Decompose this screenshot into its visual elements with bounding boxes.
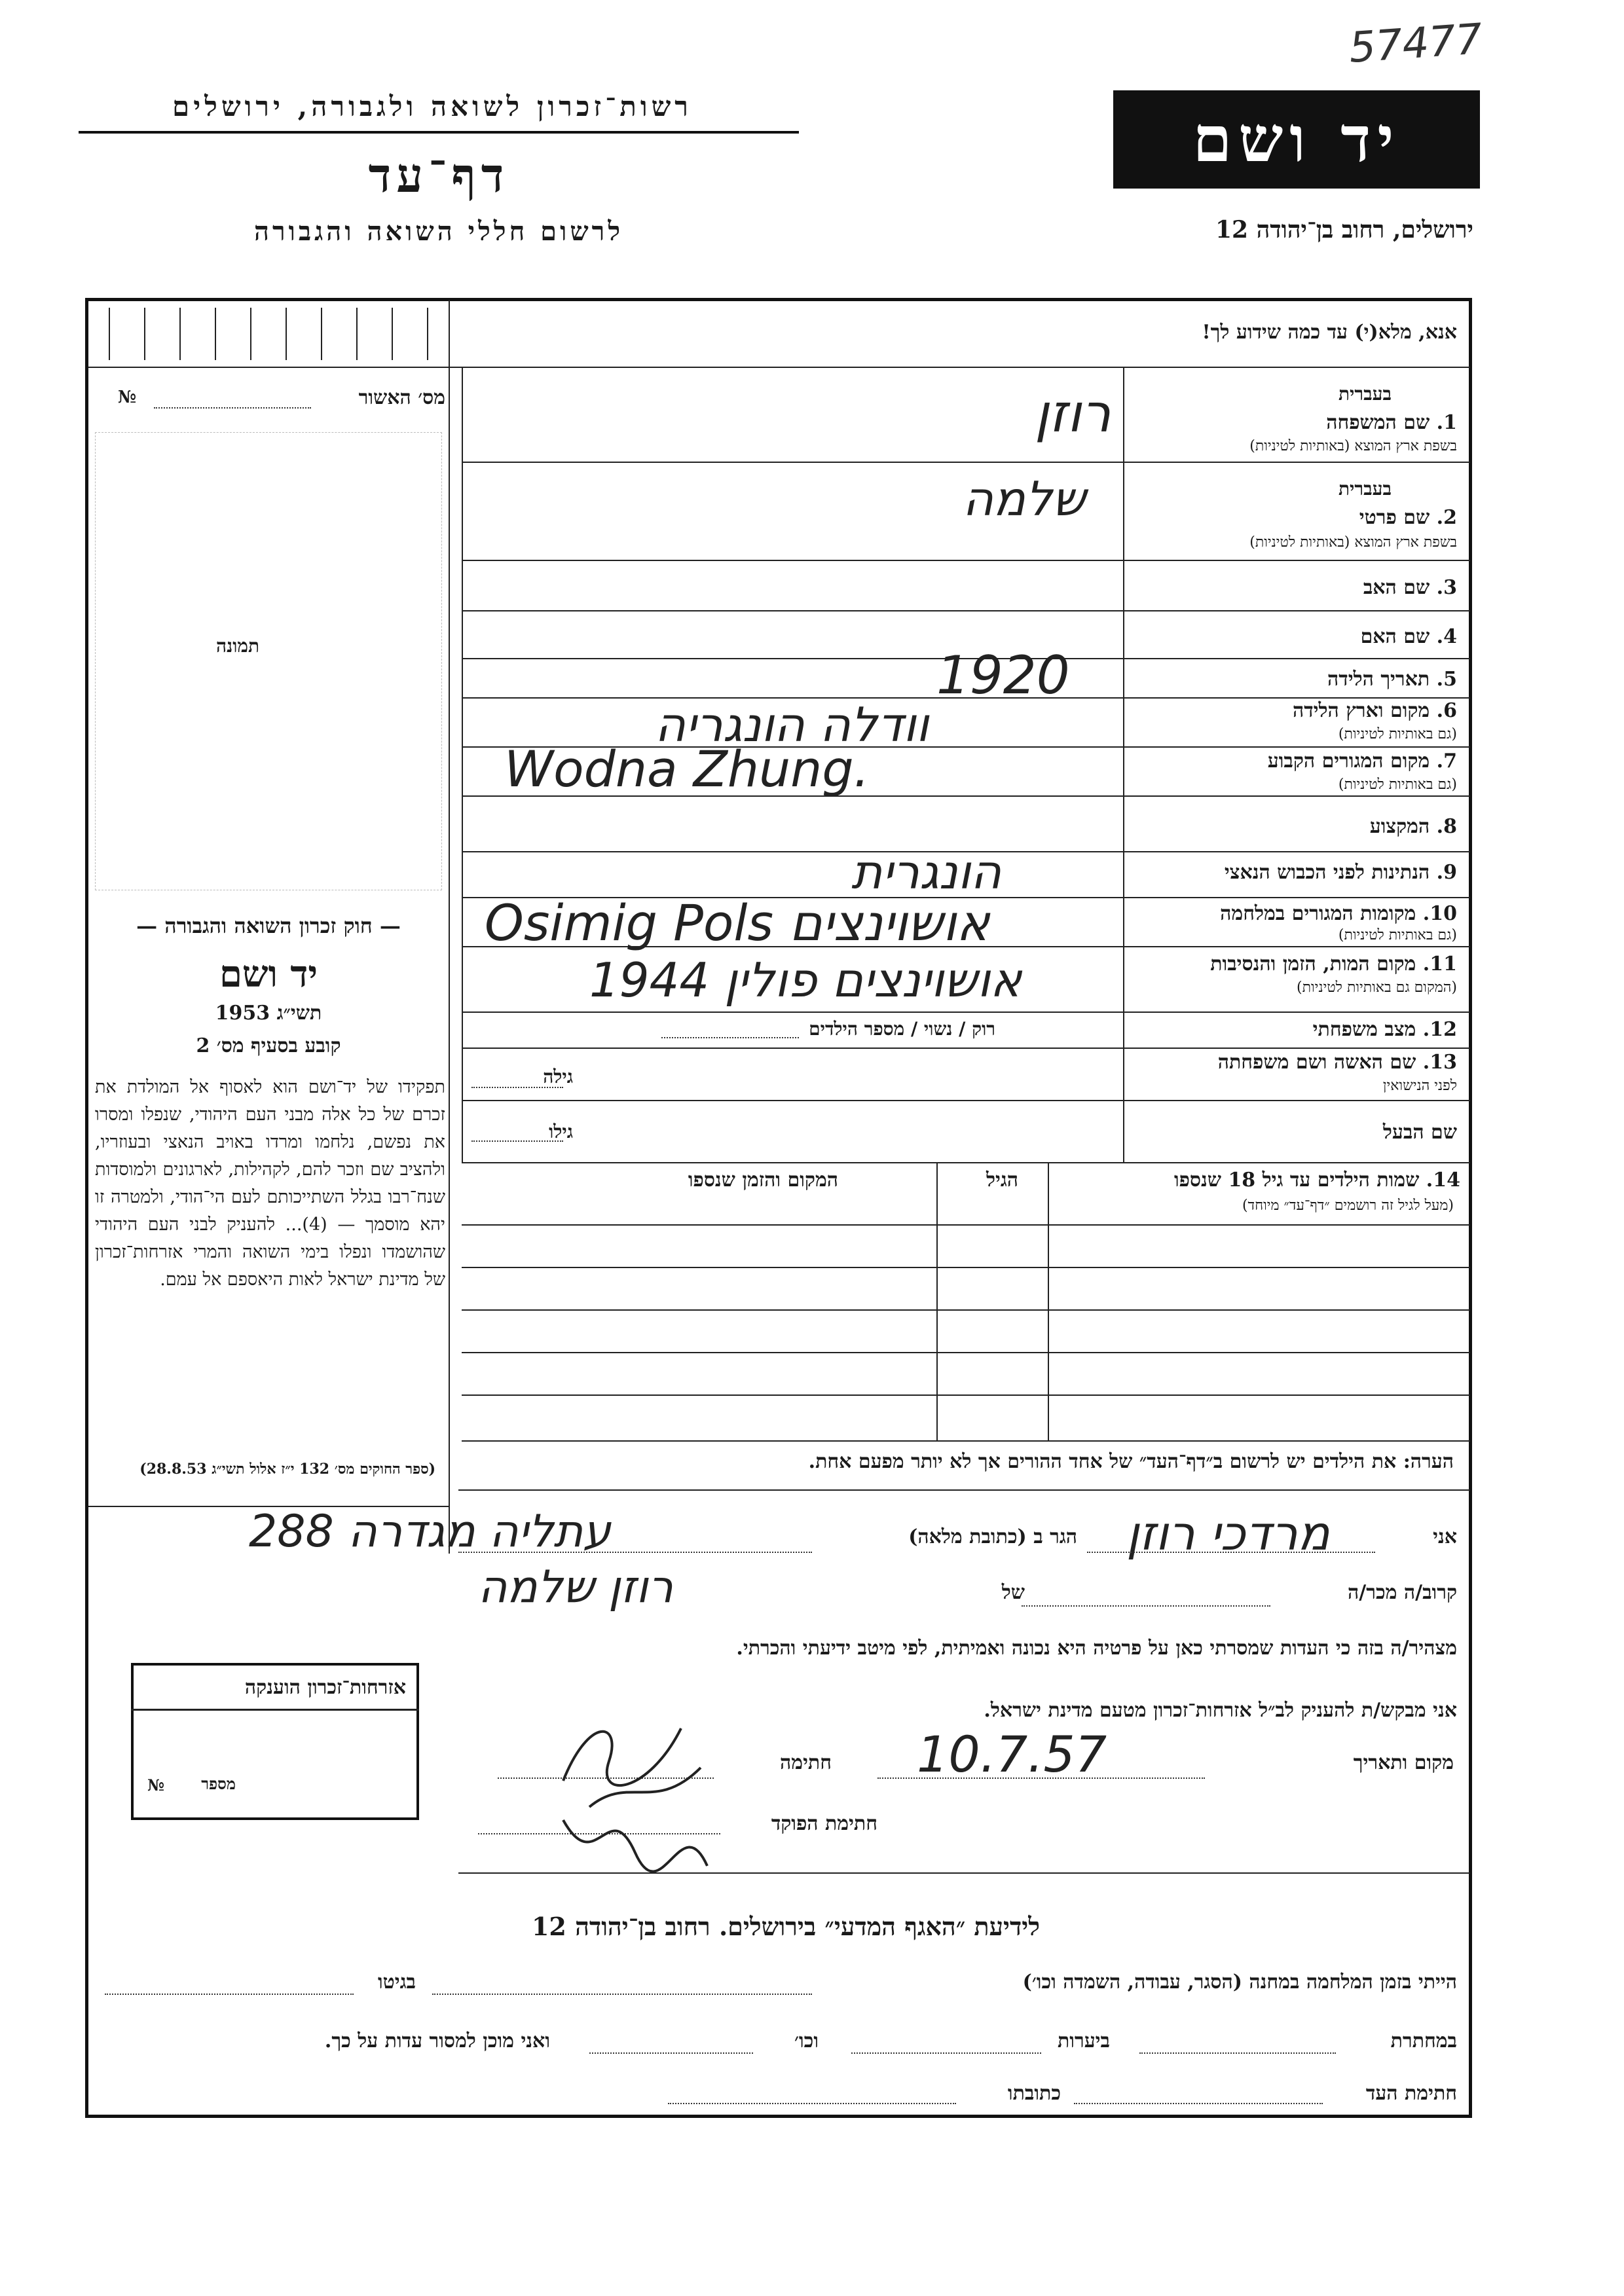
witness-sig-input[interactable] [1074,2103,1323,2104]
field-13-label [1143,1051,1457,1074]
law-year: תשי״ג 1953 [215,1002,322,1025]
row-rule [462,1011,1470,1013]
field-3-text: שם האב [1363,576,1430,599]
field-6-sub: (גם באותיות לטיניות) [1338,726,1457,742]
field-2-sub: בשפת ארץ המוצא (באותיות לטיניות) [1249,534,1457,551]
page-title: דף־עד [368,147,509,203]
law-title: — חוק זכרון השואה והגבורה — [136,913,401,938]
field-3-label [1162,576,1457,599]
field-2-text: שם פרטי [1359,506,1430,529]
law-clause: קובע בסעיף מס׳ 2 [196,1034,341,1057]
field-11-label [1143,953,1457,975]
row-rule [462,560,1470,561]
testimony-offer: ואני מוכן למסור עדות על כך. [324,2030,550,2052]
row-rule [462,1100,1470,1101]
approval-boxes [92,308,445,360]
field-11-text: מקום המות, הזמן והנסיבות [1210,953,1416,975]
law-reference: (ספר החוקים מס׳ 132 י״ז אלול תשי״ג 28.8.53) [139,1461,435,1478]
field-8-label [1162,815,1457,838]
row-rule [462,1048,1470,1049]
place-date-line [877,1777,1205,1779]
children-col-names: שמות הילדים עד גיל 18 שנספו [1173,1169,1420,1192]
header-rule [79,131,799,134]
husband-age-label: גילו [549,1121,573,1142]
approval-number-sign: № [118,388,137,407]
field-9-value[interactable]: הונגרית [851,845,1002,900]
relation-input[interactable] [1022,1605,1270,1607]
ghetto-input[interactable] [105,1994,354,1995]
field-2-hebrew-label: בעברית [1338,478,1392,500]
official-signature-label: חתימת הפוקד [771,1812,877,1835]
yad-vashem-logo: יד ושם [1113,90,1480,189]
field-9-label [1143,861,1457,884]
form-note: הערה: את הילדים יש לרשום ב״דף־העד״ של אחד ההורים אך לא יותר מפעם אחת. [808,1450,1454,1473]
witness-address[interactable]: עתליה מגדרה 288 [249,1506,611,1558]
stamp-number-label: מספר [201,1774,236,1793]
approval-number-input[interactable] [154,407,311,409]
row-rule [462,1162,1470,1163]
field-12-number: 12. [1422,1018,1457,1041]
field-6-number: 6. [1436,699,1457,722]
stamp-number-sign: № [147,1776,165,1795]
decl-address-label: הגר ב (כתובת מלאה) [908,1525,1077,1548]
field-4-text: שם האם [1360,625,1430,648]
field-1-value[interactable]: רוזן [1035,383,1111,444]
children-row[interactable] [462,1224,1470,1226]
victim-reference[interactable]: רוזן שלמה [478,1561,674,1613]
children-row[interactable] [462,1309,1470,1311]
field-5-label [1162,668,1457,691]
etc-input[interactable] [589,2052,753,2054]
field-1-text: שם המשפחה [1326,411,1430,434]
field-7-text: מקום המגורים הקבוע [1267,750,1430,773]
field-1-sub: בשפת ארץ המוצא (באותיות לטיניות) [1249,438,1457,454]
value-column-left [462,367,463,1162]
husband-age-input[interactable] [471,1140,563,1142]
field-7-number: 7. [1436,750,1457,773]
sidebar-rule [88,367,449,368]
place-date-value[interactable]: 10.7.57 [917,1725,1107,1783]
underground-input[interactable] [1139,2052,1336,2054]
camp-input[interactable] [432,1994,812,1995]
children-header-sub: (מעל לגיל זה רושמים ״דף־עד״ מיוחד) [1242,1197,1454,1214]
field-8-number: 8. [1436,815,1457,838]
photo-label: תמונה [216,635,260,657]
official-signature [550,1781,720,1899]
field-7-value[interactable]: Wodna Zhung. [504,740,870,798]
etc-label: וכו׳ [794,2030,819,2052]
footer-title: לידיעת ״האגף המדעי״ בירושלים. רחוב בן־יהודה 12 [531,1912,1041,1941]
field-1-number: 1. [1436,411,1457,434]
witness-name-line [1087,1552,1375,1553]
field-2-number: 2. [1436,506,1457,529]
field-2-value[interactable]: שלמה [963,471,1086,526]
address-input[interactable] [668,2103,956,2104]
relation-of: של [1001,1581,1025,1604]
law-text: תפקידו של יד־ושם הוא לאסוף אל המולדת את זכרם של כל אלה מבני העם היהודי, שנפלו ומסרו את נפשם, נלחמו ומרדו באויב הנאצי ובעוזריו, ולהציב שם וזכר להם, לקהילות, לארגונים ולמוסדות שנח־רבו בגלל השתייכותם לעם הי־הודי, ולמטרה זו יהא מוסמך — (4)... להעניק לבני העם היהודי שהושמדו ונפלו בימי השואה והמרי אזרחות־זכרון של מדינת ישראל לאות היאספם אל עמם. [95,1077,446,1290]
field-3-number: 3. [1436,576,1457,599]
field-5-value[interactable]: 1920 [936,645,1070,706]
field-13-text: שם האשה ושם משפחתה [1217,1051,1416,1074]
relation-label: קרוב/ה מכר/ה [1348,1581,1457,1604]
forests-input[interactable] [851,2052,1041,2054]
photo-area [95,432,442,890]
law-name: יד ושם [219,953,318,996]
place-date-label: מקום ותאריך [1353,1751,1454,1774]
field-6-text: מקום וארץ הלידה [1292,699,1430,722]
children-row[interactable] [462,1394,1470,1396]
field-5-text: תאריך הלידה [1327,668,1430,691]
authority-name: רשות־זכרון לשואה ולגבורה, ירושלים [172,90,692,122]
children-col-age: הגיל [986,1169,1018,1192]
field-10-text: מקומות המגורים במלחמה [1220,902,1416,925]
field-10-value[interactable]: Osimig Pols אושוינצים [485,894,990,952]
field-8-text: המקצוע [1369,815,1430,838]
field-9-text: הנתינות לפני הכבוש הנאצי [1224,861,1430,884]
husband-label: שם הבעל [1382,1121,1457,1144]
field-1-hebrew-label: בעברית [1338,383,1392,405]
form-prompt: אנא, מלא(י) עד כמה שידוע לך! [1202,321,1457,344]
field-12-text: מצב משפחתי [1312,1018,1416,1041]
field-1-label [1162,411,1457,434]
signature-label: חתימה [780,1751,832,1774]
field-7-label [1162,750,1457,773]
field-6-label [1162,699,1457,722]
forests-label: ביערות [1057,2030,1110,2052]
footer-rule [458,1872,1470,1874]
underground-label: במחתרת [1390,2030,1457,2052]
wife-age-input[interactable] [471,1087,563,1088]
field-11-value[interactable]: אושוינצים פולין 1944 [589,953,1022,1008]
field-9-number: 9. [1436,861,1457,884]
header-address: ירושלים, רחוב בן־יהודה 12 [1215,216,1473,244]
field-7-sub: (גם באותיות לטיניות) [1338,776,1457,793]
ghetto-label: בגיטו [377,1971,416,1994]
field-13-sub: לפני הנישואין [1382,1078,1457,1094]
wife-age-label: גילה [543,1066,573,1087]
field-11-number: 11. [1422,953,1457,975]
value-column-right [1123,367,1124,1162]
witness-address-line [458,1552,812,1553]
page-subtitle: לרשום חללי השואה והגבורה [253,216,624,247]
field-13-number: 13. [1422,1051,1457,1074]
field-6-value[interactable]: וודלה הונגריה [655,697,929,752]
footer-line1: הייתי בזמן המלחמה במחנה (הסגר, עבודה, השמדה וכו׳) [1022,1971,1457,1994]
declaration-request: אני מבקש/ת להעניק לב״ל אזרחות־זכרון מטעם מדינת ישראל. [984,1699,1457,1722]
children-header [1041,1169,1460,1192]
children-number: 14. [1426,1169,1460,1192]
archive-serial-number: 57477 [1347,14,1484,73]
field-10-label [1143,902,1457,925]
address-label: כתובתו [1007,2082,1061,2105]
field-10-sub: (גם באותיות לטיניות) [1338,927,1457,943]
children-col-divider [936,1162,938,1440]
marital-options: רוק / נשוי / מספר הילדים [809,1018,995,1040]
field-10-number: 10. [1422,902,1457,925]
witness-sig-label: חתימת העד [1365,2082,1457,2105]
stamp-title: אזרחות־זכרון הוענקה [244,1676,406,1699]
children-row[interactable] [462,1267,1470,1268]
field-12-label [1143,1018,1457,1041]
children-count-input[interactable] [661,1037,799,1038]
field-4-number: 4. [1436,625,1457,648]
witness-name[interactable]: מרדכי רוזן [1126,1506,1330,1561]
approval-number-label: מס׳ האשור [358,386,445,409]
sidebar-divider [449,300,450,1554]
children-row[interactable] [462,1440,1470,1442]
field-2-label [1162,506,1457,529]
field-5-number: 5. [1436,668,1457,691]
declaration-statement: מצהיר/ה בזה כי העדות שמסרתי כאן על פרטיה היא נכונה ואמיתית, לפי מיטב ידיעתי והכרתי. [736,1637,1457,1660]
note-rule [458,1489,1470,1491]
field-4-label [1162,625,1457,648]
children-col-place: המקום והזמן שנספו [688,1169,838,1192]
field-11-sub: (המקום גם באותיות לטיניות) [1297,979,1457,996]
decl-prefix: אני [1433,1525,1457,1548]
row-rule [462,610,1470,611]
stamp-divider [131,1709,419,1711]
row-rule [462,462,1470,463]
children-row[interactable] [462,1352,1470,1353]
